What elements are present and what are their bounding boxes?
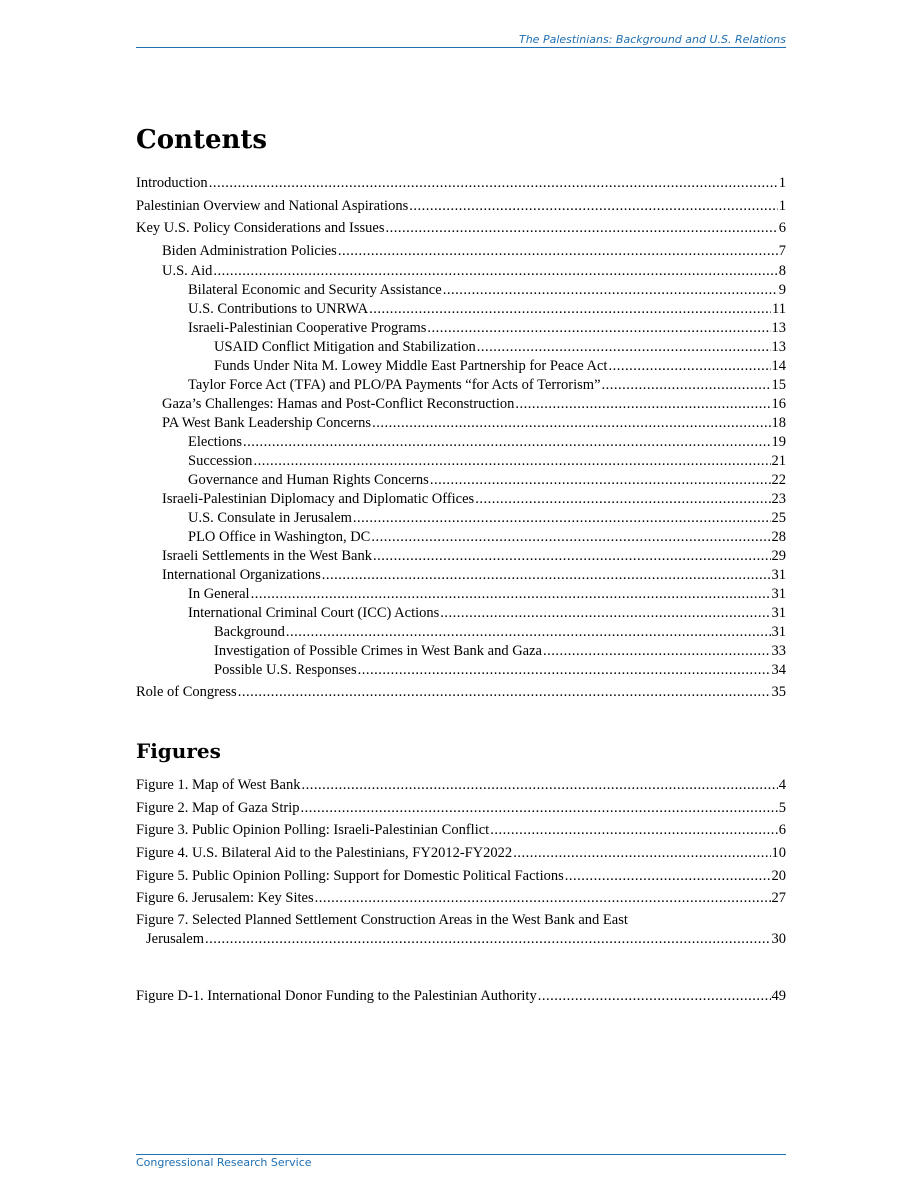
toc-leader [430, 471, 771, 490]
toc-page-number: 35 [771, 684, 786, 700]
toc-entry[interactable] [136, 683, 786, 702]
figure-entry-text: Figure D-1. International Donor Funding to the Palestinian Authority [136, 988, 537, 1004]
figure-entry[interactable] [136, 911, 786, 949]
toc-entry-text: USAID Conflict Mitigation and Stabilization [214, 339, 476, 355]
toc-entry-text: Israeli Settlements in the West Bank [162, 548, 372, 564]
toc-page-number: 23 [771, 491, 786, 507]
toc-page-number: 13 [771, 339, 786, 355]
toc-page-number: 22 [771, 472, 786, 488]
toc-entry-text: Key U.S. Policy Considerations and Issues [136, 220, 385, 236]
toc-entry[interactable] [136, 661, 786, 680]
running-header: The Palestinians: Background and U.S. Relations [518, 33, 786, 46]
toc-leader [238, 683, 771, 702]
toc-page-number: 33 [771, 643, 786, 659]
toc-leader [477, 338, 771, 357]
toc-page-number: 21 [771, 453, 786, 469]
figure-page-number: 27 [771, 890, 786, 906]
toc-entry[interactable] [136, 319, 786, 338]
toc-entry[interactable] [136, 357, 786, 376]
toc-page-number: 19 [771, 434, 786, 450]
figure-entry-text: Figure 6. Jerusalem: Key Sites [136, 890, 314, 906]
toc-entry-text: Israeli-Palestinian Diplomacy and Diplomatic Offices [162, 491, 475, 507]
toc-entry-text: Investigation of Possible Crimes in West Bank and Gaza [214, 643, 542, 659]
footer-rule [136, 1154, 786, 1155]
toc-entry-text: Elections [188, 434, 242, 450]
contents-title: Contents [136, 125, 268, 155]
toc-leader [205, 930, 771, 949]
toc-entry-text: In General [188, 586, 250, 602]
figure-page-number: 10 [771, 845, 786, 861]
figure-entry-text: Figure 5. Public Opinion Polling: Support for Domestic Political Factions [136, 868, 564, 884]
toc-page-number: 34 [771, 662, 786, 678]
toc-entry[interactable] [136, 547, 786, 566]
footer-publisher: Congressional Research Service [136, 1156, 312, 1169]
toc-entry-text: Background [214, 624, 285, 640]
toc-entry-text: Biden Administration Policies [162, 243, 337, 259]
toc-leader [602, 376, 771, 395]
toc-leader [315, 889, 771, 908]
toc-page-number: 31 [771, 567, 786, 583]
toc-entry-text: Succession [188, 453, 253, 469]
toc-entry-text: PLO Office in Washington, DC [188, 529, 371, 545]
toc-entry[interactable] [136, 376, 786, 395]
toc-page-number: 15 [771, 377, 786, 393]
toc-entry[interactable] [136, 242, 786, 261]
toc-leader [358, 661, 771, 680]
toc-leader [386, 219, 778, 238]
toc-leader [251, 585, 771, 604]
toc-page-number: 14 [771, 358, 786, 374]
figure-entry[interactable] [136, 844, 786, 863]
toc-page-number: 31 [771, 624, 786, 640]
toc-entry-text: U.S. Consulate in Jerusalem [188, 510, 352, 526]
figure-entry[interactable] [136, 987, 786, 1006]
figure-page-number: 6 [778, 822, 786, 838]
toc-entry[interactable] [136, 490, 786, 509]
toc-leader [515, 395, 770, 414]
figure-entry-text: Figure 3. Public Opinion Polling: Israeli-Palestinian Conflict [136, 822, 490, 838]
figure-entry[interactable] [136, 776, 786, 795]
toc-entry[interactable] [136, 395, 786, 414]
toc-entry[interactable] [136, 414, 786, 433]
toc-leader [427, 319, 770, 338]
toc-leader [253, 452, 770, 471]
figures-title: Figures [136, 739, 221, 763]
toc-page-number: 29 [771, 548, 786, 564]
toc-entry-text: Governance and Human Rights Concerns [188, 472, 429, 488]
toc-entry-text: PA West Bank Leadership Concerns [162, 415, 372, 431]
toc-entry-text: Gaza’s Challenges: Hamas and Post-Conflict Reconstruction [162, 396, 515, 412]
figure-entry-continuation [136, 930, 786, 949]
toc-leader [371, 528, 770, 547]
toc-entry-text: International Organizations [162, 567, 321, 583]
toc-leader [302, 776, 778, 795]
toc-page-number: 18 [771, 415, 786, 431]
toc-entry-text: Possible U.S. Responses [214, 662, 357, 678]
toc-entry[interactable] [136, 219, 786, 238]
toc-page-number: 25 [771, 510, 786, 526]
toc-entry[interactable] [136, 174, 786, 193]
toc-entry-text: Israeli-Palestinian Cooperative Programs [188, 320, 427, 336]
toc-leader [409, 197, 778, 216]
toc-entry-text: Bilateral Economic and Security Assistance [188, 282, 442, 298]
figure-page-number: 49 [771, 988, 786, 1004]
toc-leader [443, 281, 778, 300]
toc-page-number: 31 [771, 605, 786, 621]
figure-page-number: 5 [778, 800, 786, 816]
toc-entry[interactable] [136, 471, 786, 490]
toc-leader [373, 547, 771, 566]
toc-page-number: 11 [772, 301, 786, 317]
figure-entry-text-cont: Jerusalem [146, 931, 204, 947]
toc-leader [369, 300, 771, 319]
figure-entry-text: Figure 7. Selected Planned Settlement Construction Areas in the West Bank and East [136, 912, 628, 928]
toc-leader [565, 867, 771, 886]
toc-leader [322, 566, 771, 585]
toc-leader [243, 433, 771, 452]
toc-entry[interactable] [136, 262, 786, 281]
toc-leader [440, 604, 770, 623]
toc-entry[interactable] [136, 433, 786, 452]
toc-entry-text: Funds Under Nita M. Lowey Middle East Partnership for Peace Act [214, 358, 608, 374]
toc-leader [490, 821, 778, 840]
toc-page-number: 1 [778, 198, 786, 214]
figure-page-number: 4 [778, 777, 786, 793]
toc-leader [353, 509, 771, 528]
toc-entry[interactable] [136, 281, 786, 300]
toc-entry[interactable] [136, 509, 786, 528]
toc-leader [513, 844, 770, 863]
figure-entry[interactable] [136, 867, 786, 886]
toc-entry[interactable] [136, 642, 786, 661]
toc-leader [286, 623, 771, 642]
toc-entry-text: Introduction [136, 175, 208, 191]
toc-entry-text: Role of Congress [136, 684, 237, 700]
figure-page-number: 20 [771, 868, 786, 884]
toc-leader [338, 242, 778, 261]
toc-leader [209, 174, 778, 193]
toc-leader [372, 414, 770, 433]
figure-entry[interactable] [136, 799, 786, 818]
toc-page-number: 16 [771, 396, 786, 412]
figure-entry[interactable] [136, 889, 786, 908]
figure-entry-text: Figure 1. Map of West Bank [136, 777, 301, 793]
toc-entry[interactable] [136, 300, 786, 319]
toc-page-number: 6 [778, 220, 786, 236]
toc-page-number: 1 [778, 175, 786, 191]
toc-page-number: 28 [771, 529, 786, 545]
toc-entry-text: U.S. Contributions to UNRWA [188, 301, 369, 317]
toc-entry-text: Palestinian Overview and National Aspirations [136, 198, 409, 214]
toc-entry-text: U.S. Aid [162, 263, 213, 279]
toc-page-number: 31 [771, 586, 786, 602]
toc-leader [475, 490, 770, 509]
toc-leader [543, 642, 771, 661]
toc-leader [213, 262, 777, 281]
toc-entry[interactable] [136, 585, 786, 604]
figure-entry-text: Figure 2. Map of Gaza Strip [136, 800, 300, 816]
toc-page-number: 8 [778, 263, 786, 279]
toc-leader [538, 987, 771, 1006]
toc-entry[interactable] [136, 452, 786, 471]
toc-entry[interactable] [136, 566, 786, 585]
figure-entry-text: Figure 4. U.S. Bilateral Aid to the Palestinians, FY2012-FY2022 [136, 845, 513, 861]
toc-entry[interactable] [136, 528, 786, 547]
toc-leader [301, 799, 778, 818]
figure-entry[interactable] [136, 821, 786, 840]
figure-page-number: 30 [771, 931, 786, 947]
toc-leader [608, 357, 770, 376]
toc-entry[interactable] [136, 338, 786, 357]
toc-entry[interactable] [136, 197, 786, 216]
toc-page-number: 9 [778, 282, 786, 298]
toc-entry-text: International Criminal Court (ICC) Actions [188, 605, 440, 621]
toc-page-number: 7 [778, 243, 786, 259]
toc-entry-text: Taylor Force Act (TFA) and PLO/PA Payments “for Acts of Terrorism” [188, 377, 601, 393]
toc-entry[interactable] [136, 604, 786, 623]
toc-page-number: 13 [771, 320, 786, 336]
header-rule [136, 47, 786, 48]
toc-entry[interactable] [136, 623, 786, 642]
